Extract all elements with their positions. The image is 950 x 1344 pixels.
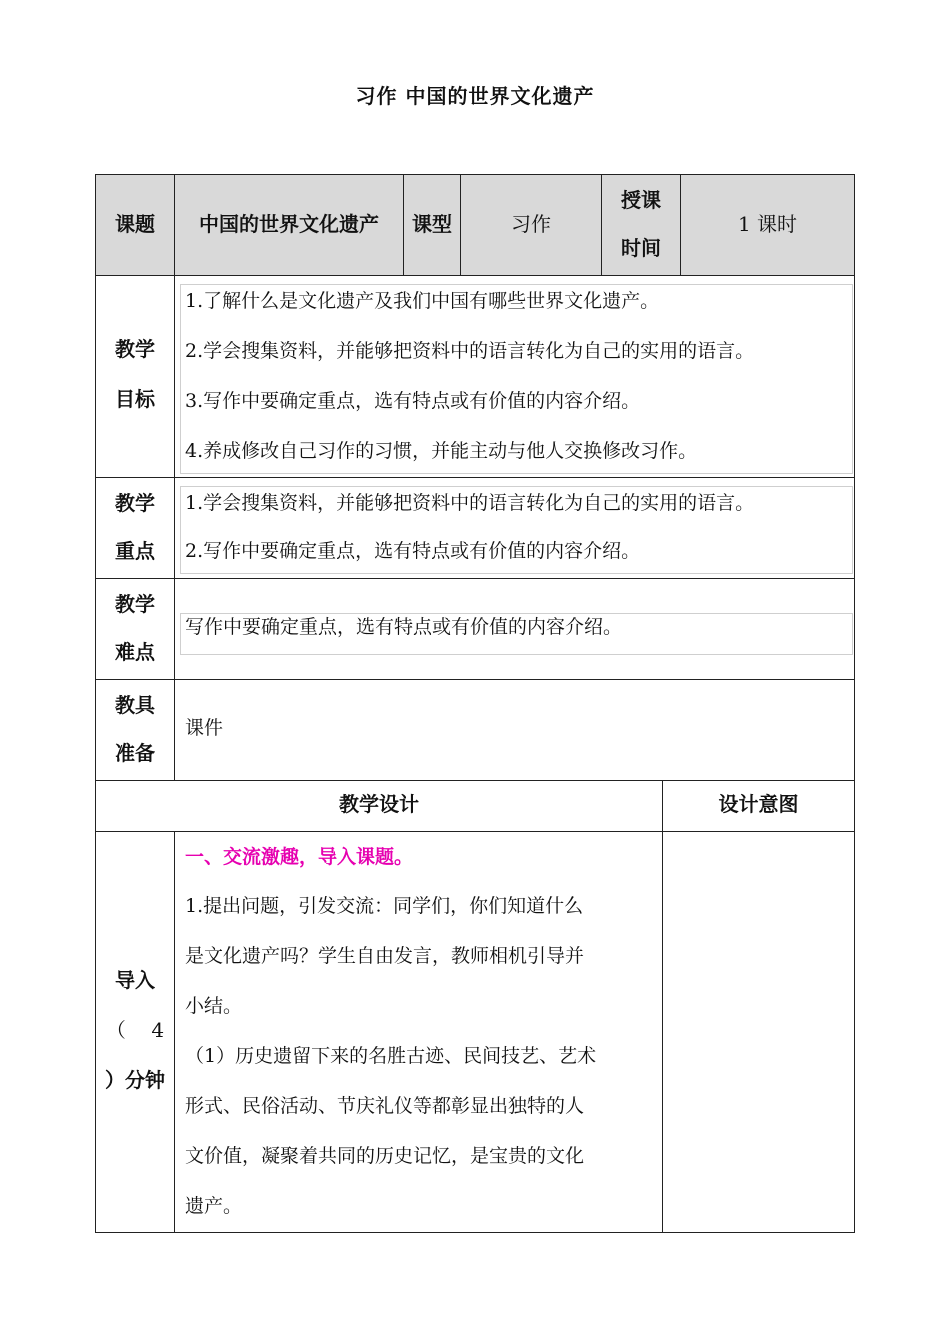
objectives-content-cell	[174, 275, 855, 478]
intro-line: 遗产。	[185, 1195, 243, 1217]
intent-header: 设计意图	[718, 792, 799, 816]
difficulties-label-cell	[95, 578, 175, 680]
keypoint-item: 2.写作中要确定重点，选有特点或有价值的内容介绍。	[185, 540, 641, 562]
time-label-2: 时间	[621, 236, 661, 260]
type-label-cell	[403, 174, 461, 276]
difficulties-text: 写作中要确定重点，选有特点或有价值的内容介绍。	[185, 616, 623, 638]
intro-label-cell	[95, 831, 175, 1233]
intro-label-3: ）分钟	[105, 1068, 165, 1092]
intro-heading: 一、交流激趣，导入课题。	[185, 846, 414, 868]
objectives-label-1: 教学	[115, 337, 155, 361]
intro-line: 1.提出问题，引发交流：同学们，你们知道什么	[185, 895, 584, 917]
lesson-value-cell	[174, 174, 404, 276]
design-header-cell	[95, 780, 663, 832]
type-value: 习作	[511, 212, 551, 236]
materials-content-cell	[174, 679, 855, 781]
keypoints-content-cell	[174, 477, 855, 579]
objective-item: 2.学会搜集资料，并能够把资料中的语言转化为自己的实用的语言。	[185, 340, 755, 362]
intro-content-cell	[174, 831, 663, 1233]
design-header: 教学设计	[339, 792, 419, 816]
lesson-value: 中国的世界文化遗产	[199, 212, 379, 236]
keypoints-label-cell	[95, 477, 175, 579]
objective-item: 4.养成修改自己习作的习惯，并能主动与他人交换修改习作。	[185, 440, 698, 462]
intro-label-1: 导入	[115, 968, 155, 992]
keypoint-item: 1.学会搜集资料，并能够把资料中的语言转化为自己的实用的语言。	[185, 492, 755, 514]
page-title: 习作 中国的世界文化遗产	[355, 84, 595, 108]
intro-line: 小结。	[185, 995, 243, 1017]
type-value-cell	[460, 174, 602, 276]
time-label-cell	[601, 174, 681, 276]
time-value-cell	[680, 174, 855, 276]
time-label-1: 授课	[621, 188, 661, 212]
time-value: 1 课时	[737, 212, 798, 236]
type-label: 课型	[412, 212, 452, 236]
objective-item: 3.写作中要确定重点，选有特点或有价值的内容介绍。	[185, 390, 641, 412]
objective-item: 1.了解什么是文化遗产及我们中国有哪些世界文化遗产。	[185, 290, 660, 312]
intro-line: （1）历史遗留下来的名胜古迹、民间技艺、艺术	[185, 1045, 597, 1067]
keypoints-label-2: 重点	[115, 539, 155, 563]
intro-intent-cell	[662, 831, 855, 1233]
objectives-label-cell	[95, 275, 175, 478]
intro-label-2: （ 4	[105, 1018, 165, 1042]
intro-line: 文价值，凝聚着共同的历史记忆，是宝贵的文化	[185, 1145, 585, 1167]
materials-label-1: 教具	[115, 693, 155, 717]
materials-label-cell	[95, 679, 175, 781]
lesson-label: 课题	[115, 212, 155, 236]
lesson-label-cell	[95, 174, 175, 276]
keypoints-label-1: 教学	[115, 491, 155, 515]
intro-line: 是文化遗产吗？学生自由发言，教师相机引导并	[185, 945, 585, 967]
materials-label-2: 准备	[115, 741, 155, 765]
difficulties-content-cell	[174, 578, 855, 680]
objectives-label-2: 目标	[115, 387, 155, 411]
intent-header-cell	[662, 780, 855, 832]
difficulties-label-1: 教学	[115, 592, 155, 616]
materials-text: 课件	[185, 717, 224, 739]
intro-line: 形式、民俗活动、节庆礼仪等都彰显出独特的人	[185, 1095, 585, 1117]
difficulties-label-2: 难点	[115, 640, 155, 664]
